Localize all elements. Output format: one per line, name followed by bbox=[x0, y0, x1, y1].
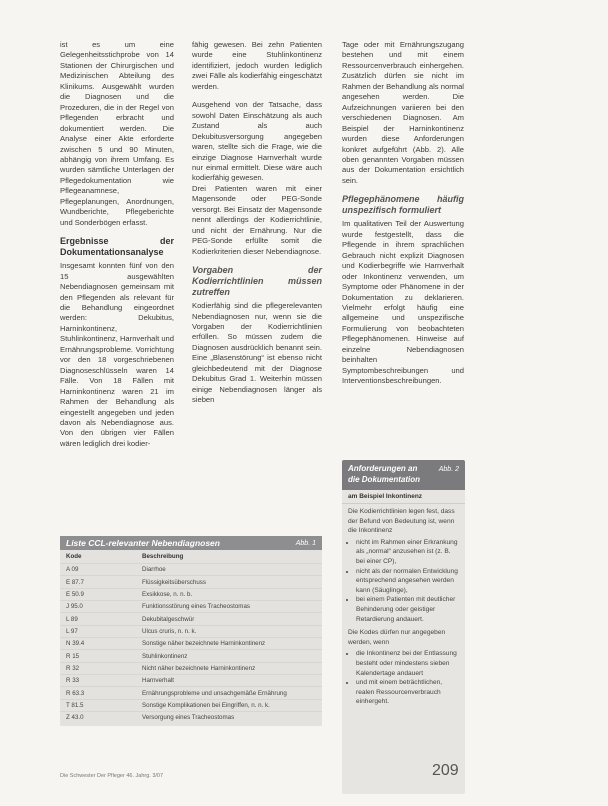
section-heading: Pflegephänomene häufig unspezifisch formuliert bbox=[342, 194, 464, 216]
table-row bbox=[60, 601, 322, 613]
requirements-subtitle: am Beispiel Inkontinenz bbox=[342, 490, 465, 504]
cell-code: R 32 bbox=[60, 662, 136, 674]
cell-description: Diarrhoe bbox=[136, 564, 322, 576]
requirements-list-2 bbox=[348, 649, 459, 707]
cell-code: N 39.4 bbox=[60, 638, 136, 650]
figure-tag: Abb. 1 bbox=[295, 539, 316, 547]
paragraph: Kodierfähig sind die pflegerelevanten Nebendiagnosen nur, wenn sie die Vorgaben der Kodierrichtlinien erfüllen. So müssen zudem die Diagnosen ausdrücklich benannt sein. Eine „Blasenstörung“ ist ebenso nicht gleichbedeutend mit der Diagnose Dekubitus Grad 1. Weiterhin müssen einige Nebendiagnosen länger als sieben bbox=[192, 301, 322, 405]
requirements-intro: Die Kodierrichtlinien legen fest, dass der Befund von Bedeutung ist, wenn die Inkontinenz bbox=[348, 508, 455, 535]
cell-code: E 50.9 bbox=[60, 588, 136, 600]
table-row bbox=[60, 564, 322, 576]
requirements-box bbox=[342, 460, 465, 794]
paragraph: Drei Patienten waren mit einer Magensonde oder PEG-Sonde versorgt. Bei Einsatz der Magensonde nennt allerdings der Kodierrichtlinie, und nicht der Ernährung. Nur die PEG-Sonde erfüllte somit die Kodierkriterien dieser Nebendiagnose. bbox=[192, 183, 322, 256]
text-column-1 bbox=[60, 40, 174, 449]
cell-description: Funktionsstörung eines Tracheostomas bbox=[136, 601, 322, 613]
paragraph: Im qualitativen Teil der Auswertung wurde festgestellt, dass die Pflegende in ihrem sprachlichen Gebrauch nicht explizit Diagnosen und Kodierbegriffe wie Harnverhalt oder Inkontinenz verwenden, um Symptome oder Phänomene in der Dokumentation zu deklarieren. Vielmehr erfolgt häufig eine allgemeine und unspezifische Formulierung von beobachteten Pflegephänomenen. Hinweise auf einzelne Nebendiagnosen beinhalten Symptombeschreibungen und Interventionsbeschreibungen. bbox=[342, 219, 464, 386]
requirements-header-bar bbox=[342, 460, 465, 490]
table-row bbox=[60, 675, 322, 687]
list-item: • nicht im Rahmen einer Erkrankung als „normal“ anzusehen ist (z. B. bei einer CP), bbox=[356, 538, 459, 567]
table-row bbox=[60, 662, 322, 674]
table-row bbox=[60, 576, 322, 588]
cell-description: Flüssigkeitsüberschuss bbox=[136, 576, 322, 588]
requirements-mid: Die Kodes dürfen nur angegeben werden, wenn bbox=[348, 629, 446, 646]
cell-description: Ernährungsprobleme und unsachgemäße Ernährung bbox=[136, 687, 322, 699]
diagnoses-table bbox=[60, 550, 322, 723]
cell-description: Dekubitalgeschwür bbox=[136, 613, 322, 625]
cell-description: Nicht näher bezeichnete Harninkontinenz bbox=[136, 662, 322, 674]
table-row bbox=[60, 638, 322, 650]
cell-code: A 09 bbox=[60, 564, 136, 576]
page-number: 209 bbox=[432, 762, 459, 779]
section-heading: Vorgaben der Kodierrichtlinien müssen zutreffen bbox=[192, 265, 322, 298]
diagnoses-table-box bbox=[60, 536, 322, 726]
paragraph: Insgesamt konnten fünf von den 15 ausgewählten Nebendiagnosen gemeinsam mit den Pflegenden als relevant für die Behandlung eingeordnet werden: Dekubitus, Harninkontinenz, Stuhlinkontinenz, Harnverhalt und Ernährungsprobleme. Vorrichtung vor den 18 vorgeschriebenen Diagnoseschlüsseln waren 14 Fälle. Von 18 Fällen mit Harninkontinenz waren 21 im Rahmen der Behandlung als eingestellt angegeben und jeden davon als Nebendiagnose aus. Von den übrigen vier Fällen wären lediglich drei kodier- bbox=[60, 261, 174, 448]
table-row bbox=[60, 699, 322, 711]
requirements-title-line1: Anforderungen an bbox=[348, 464, 418, 473]
cell-code: R 15 bbox=[60, 650, 136, 662]
table-row bbox=[60, 613, 322, 625]
paragraph: Ausgehend von der Tatsache, dass sowohl Daten Einschätzung als auch Zustand als auch Dekubitusversorgung angegeben waren, stellte sich die Frage, wie die einzige Diagnose Harnverhalt wurde nur einmal ermittelt. Diese wäre auch kodierfähig gewesen. bbox=[192, 100, 322, 183]
text-column-3 bbox=[342, 40, 464, 387]
cell-code: L 89 bbox=[60, 613, 136, 625]
cell-description: Sonstige Komplikationen bei Eingriffen, n. n. k. bbox=[136, 699, 322, 711]
requirements-list-1 bbox=[348, 538, 459, 624]
cell-description: Harnverhalt bbox=[136, 675, 322, 687]
paragraph: fähig gewesen. Bei zehn Patienten wurde eine Stuhlinkontinenz identifiziert, jedoch wurden lediglich zwei Fälle als kodierfähig eingeschätzt werden. bbox=[192, 40, 322, 91]
cell-code: E 87.7 bbox=[60, 576, 136, 588]
table-row bbox=[60, 625, 322, 637]
table-row bbox=[60, 687, 322, 699]
footer-journal: Die Schwester Der Pfleger 46. Jahrg. 3/07 bbox=[60, 773, 164, 779]
column-header-description: Beschreibung bbox=[142, 553, 184, 560]
requirements-body bbox=[342, 504, 465, 714]
table-row bbox=[60, 712, 322, 724]
table-title: Liste CCL-relevanter Nebendiagnosen bbox=[66, 538, 220, 548]
cell-description: Exsikkose, n. n. b. bbox=[136, 588, 322, 600]
paragraph: ist es um eine Gelegenheitsstichprobe von 14 Stationen der Chirurgischen und Medizinischen Abteilung des Klinikums. Ausgewählt wurden die Diagnosen und die Prozeduren, die in der Regel von Pflegenden erbracht und dokumentiert werden. Die Analyse einer Akte erforderte zwischen 5 und 90 Minuten, abhängig von ihrem Umfang. Es wurden sämtliche Unterlagen der Pflegedokumentation wie Pflegeanamnese, Pflegeplanungen, Anordnungen, Wundberichte, Pflegeberichte und Sonderbögen erfasst. bbox=[60, 40, 174, 227]
list-item: • nicht als der normalen Entwicklung entsprechend angesehen werden kann (Säuglinge), bbox=[356, 567, 459, 596]
cell-code: R 63.3 bbox=[60, 687, 136, 699]
list-item: • und mit einem beträchtlichen, realen Ressourcenverbrauch einhergeht. bbox=[356, 678, 459, 707]
table-row bbox=[60, 650, 322, 662]
table-row bbox=[60, 588, 322, 600]
column-header-code: Kode bbox=[66, 553, 82, 560]
cell-description: Versorgung eines Tracheostomas bbox=[136, 712, 322, 724]
table-header-row bbox=[60, 550, 322, 564]
section-heading: Ergebnisse der Dokumentationsanalyse bbox=[60, 236, 174, 258]
table-header-bar bbox=[60, 536, 322, 550]
cell-code: L 97 bbox=[60, 625, 136, 637]
cell-code: R 33 bbox=[60, 675, 136, 687]
cell-description: Stuhlinkontinenz bbox=[136, 650, 322, 662]
cell-code: J 95.0 bbox=[60, 601, 136, 613]
cell-description: Ulcus cruris, n. n. k. bbox=[136, 625, 322, 637]
text-column-2 bbox=[192, 40, 322, 406]
figure-tag: Abb. 2 bbox=[438, 466, 459, 473]
cell-code: Z 43.0 bbox=[60, 712, 136, 724]
paragraph: Tage oder mit Ernährungszugang bestehen und mit einem Ressourcenverbrauch einhergehen. Zusätzlich dürfen sie nicht im Rahmen der Behandlung als normal angesehen werden. Die Aufzeichnungen variieren bei den verschiedenen Diagnosen. Am Beispiel der Harninkontinenz wurden diese Anforderungen konkret aufgeführt (Abb. 2). Alle oben genannten Vorgaben müssen aus der Dokumentation ersichtlich sein. bbox=[342, 40, 464, 185]
list-item: • bei einem Patienten mit deutlicher Behinderung oder geistiger Retardierung andauert. bbox=[356, 595, 459, 624]
cell-description: Sonstige näher bezeichnete Harninkontinenz bbox=[136, 638, 322, 650]
list-item: • die Inkontinenz bei der Entlassung besteht oder mindestens sieben Kalendertage andauert bbox=[356, 649, 459, 678]
requirements-title-line2: die Dokumentation bbox=[348, 475, 421, 484]
cell-code: T 81.5 bbox=[60, 699, 136, 711]
